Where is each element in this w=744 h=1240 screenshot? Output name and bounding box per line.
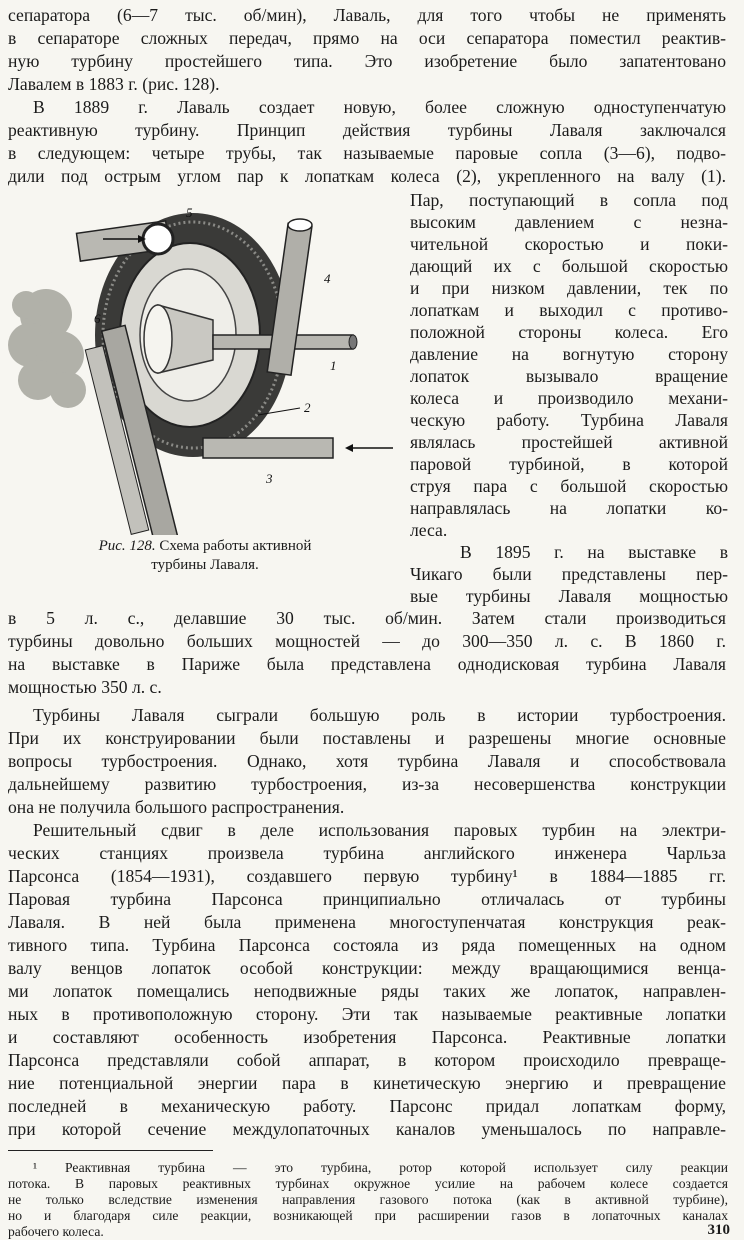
footnote-rule	[8, 1150, 213, 1151]
page-number: 310	[707, 1222, 730, 1238]
text-line: тивного типа. Турбина Парсонса состояла из ряда помещенных на одном	[8, 935, 726, 955]
text-line: Решительный сдвиг в деле использования паровых турбин на электри-	[33, 820, 726, 840]
text-line: ную турбину простейшего типа. Это изобретение было запатентовано	[8, 51, 726, 71]
figure-label-3: 3	[266, 471, 273, 486]
text-line: Паровая турбина Парсонса принципиально отличалась от турбины	[8, 889, 726, 909]
caption-figure-number: Рис. 128.	[98, 538, 156, 554]
text-line: являлась простейшей активной	[410, 432, 728, 452]
figure-caption	[30, 537, 380, 575]
caption-text-line2: турбины Лаваля.	[151, 557, 259, 573]
text-line: В 1889 г. Лаваль создает новую, более сложную одноступенчатую	[33, 97, 726, 117]
figure-label-5: 5	[186, 205, 193, 220]
text-line: положной стороны колеса. Его	[410, 322, 728, 342]
text-line: сепаратора (6—7 тыс. об/мин), Лаваль, для того чтобы не применять	[8, 5, 726, 25]
text-line: последней в механическую работу. Парсонс придал лопаткам форму,	[8, 1096, 726, 1116]
text-line: в сепараторе сложных передач, прямо на оси сепаратора поместил реактив-	[8, 28, 726, 48]
text-line: дающий их с большой скоростью	[410, 256, 728, 276]
text-line: Чикаго были представлены пер-	[410, 564, 728, 584]
laval-turbine-drawing	[8, 195, 404, 535]
text-line: и при низком давлении, тек по	[410, 278, 728, 298]
footnote-line: но и благодаря силе реакции, возникающей при расширении газов в лопаточных каналах	[8, 1208, 728, 1223]
footnote-line: не только вследствие изменения направления газового потока (как в активной турбине),	[8, 1192, 728, 1207]
text-line: и составляют особенность изобретения Парсонса. Реактивные лопатки	[8, 1027, 726, 1047]
figure-label-4: 4	[324, 271, 331, 286]
text-line: дили под острым углом пар к лопаткам колеса (2), укрепленного на валу (1).	[8, 166, 726, 186]
text-line: Парсонса (1854—1931), создавшего первую турбину¹ в 1884—1885 гг.	[8, 866, 726, 886]
text-line: Пар, поступающий в сопла под	[410, 190, 728, 210]
text-line: направлялась на лопатки ко-	[410, 498, 728, 518]
text-line: паровой турбиной, в которой	[410, 454, 728, 474]
figure-label-6: 6	[94, 311, 101, 326]
text-line: валу венцов лопаток особой конструкции: между вращающимися венца-	[8, 958, 726, 978]
text-line: ных в противоположную сторону. Эти так называемые реактивные лопатки	[8, 1004, 726, 1024]
text-line: дальнейшему развитию турбостроения, из-за несовершенства конструкции	[8, 774, 726, 794]
text-line: в следующем: четыре трубы, так называемые паровые сопла (3—6), подво-	[8, 143, 726, 163]
text-line: турбины довольно больших мощностей — до 300—350 л. с. В 1860 г.	[8, 631, 726, 651]
footnote-line: потока. В паровых реактивных турбинах окружное усилие на рабочем колесе создается	[8, 1176, 728, 1191]
footnote-line: ¹ Реактивная турбина — это турбина, ротор которой использует силу реакции	[33, 1160, 728, 1175]
text-line: При их конструировании были поставлены и разрешены многие основные	[8, 728, 726, 748]
text-line: ческих станциях произвела турбина английского инженера Чарльза	[8, 843, 726, 863]
text-line: высоким давлением с незна-	[410, 212, 728, 232]
text-line: при которой сечение междулопаточных каналов уменьшалось по направле-	[8, 1119, 726, 1139]
text-line: В 1895 г. на выставке в	[460, 542, 728, 562]
text-line: леса.	[410, 520, 448, 540]
footnote-line: рабочего колеса.	[8, 1224, 104, 1239]
text-line: чительной скоростью и поки-	[410, 234, 728, 254]
text-line: вопросы турбостроения. Однако, хотя турбина Лаваля и способствовала	[8, 751, 726, 771]
text-line: мощностью 350 л. с.	[8, 677, 162, 697]
text-line: на выставке в Париже была представлена однодисковая турбина Лаваля	[8, 654, 726, 674]
text-line: лопаток вызывало вращение	[410, 366, 728, 386]
text-line: Турбины Лаваля сыграли большую роль в истории турбостроения.	[33, 705, 726, 725]
caption-text: Схема работы активной	[155, 538, 312, 554]
figure-label-2: 2	[304, 400, 311, 415]
figure-label-1: 1	[330, 358, 337, 373]
text-line: Лавалем в 1883 г. (рис. 128).	[8, 74, 220, 94]
text-line: ческую работу. Турбина Лаваля	[410, 410, 728, 430]
text-line: колеса и производило механи-	[410, 388, 728, 408]
text-line: струя пара с большой скоростью	[410, 476, 728, 496]
text-line: вые турбины Лаваля мощностью	[410, 586, 728, 606]
text-line: Парсонса представляли собой аппарат, в котором происходило превраще-	[8, 1050, 726, 1070]
text-line: ние потенциальной энергии пара в кинетическую энергию и превращение	[8, 1073, 726, 1093]
text-line: ми лопаток помещались неподвижные ряды таких же лопаток, направлен-	[8, 981, 726, 1001]
turbine-figure	[8, 195, 404, 570]
text-line: в 5 л. с., делавшие 30 тыс. об/мин. Затем стали производиться	[8, 608, 726, 628]
text-line: она не получила большого распространения.	[8, 797, 345, 817]
text-line: реактивную турбину. Принцип действия турбины Лаваля заключался	[8, 120, 726, 140]
text-line: Лаваля. В ней была применена многоступенчатая конструкция реак-	[8, 912, 726, 932]
text-line: давление на вогнутую сторону	[410, 344, 728, 364]
text-line: лопаткам и выходил с противо-	[410, 300, 728, 320]
